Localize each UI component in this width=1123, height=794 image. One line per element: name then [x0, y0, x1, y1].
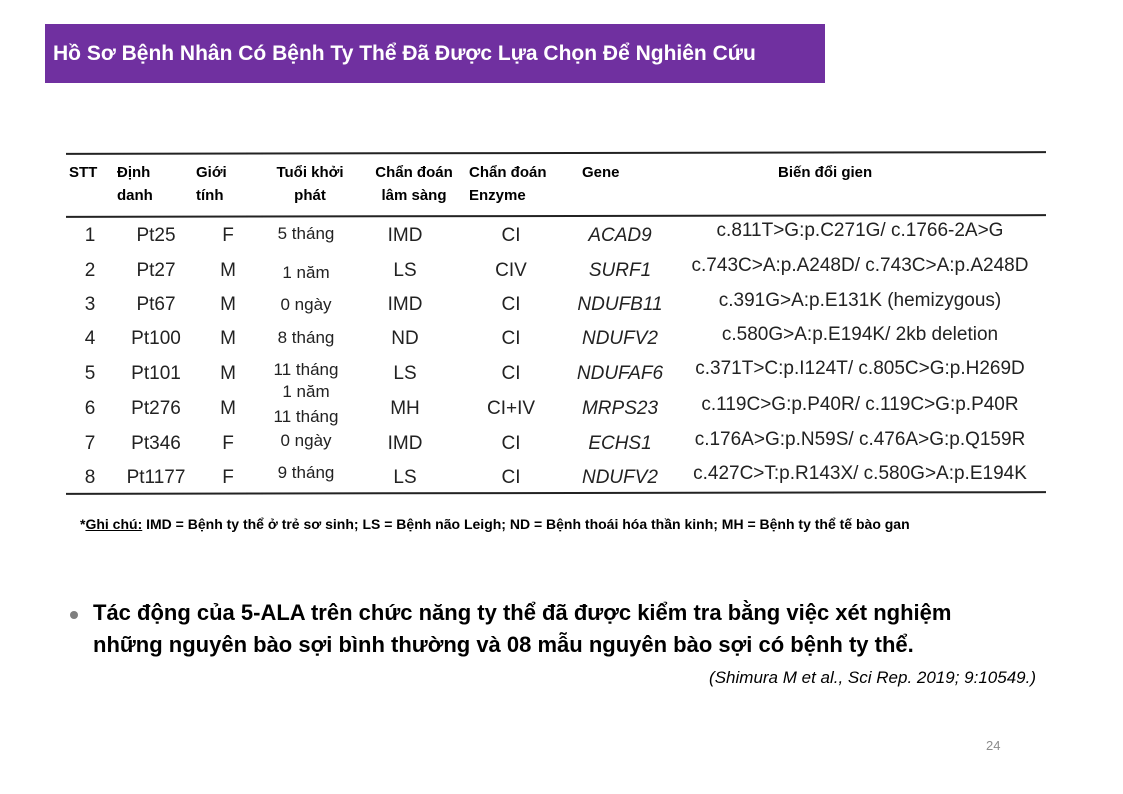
header-stt	[69, 161, 97, 184]
cell-id: Pt27	[136, 260, 176, 281]
cell-clinical: MH	[390, 398, 420, 419]
cell-clinical: ND	[391, 328, 419, 349]
cell-clinical: LS	[393, 467, 417, 488]
header-age-line2: phát	[294, 187, 326, 204]
cell-clinical: IMD	[387, 294, 423, 315]
cell-sex: M	[220, 328, 236, 349]
cell-clinical: IMD	[387, 433, 423, 454]
cell-id: Pt101	[131, 363, 181, 384]
cell-id: Pt346	[131, 433, 181, 454]
cell-id: Pt67	[136, 294, 176, 315]
title-bar	[45, 24, 825, 83]
header-bottom-rule	[66, 214, 1046, 218]
cell-stt: 7	[84, 433, 96, 454]
header-age	[271, 161, 349, 207]
cell-enzyme: CIV	[495, 260, 527, 281]
cell-sex: M	[220, 363, 236, 384]
cell-enzyme: CI	[501, 225, 521, 246]
cell-enzyme: CI	[501, 294, 521, 315]
header-variant-label: Biến đổi gien	[778, 164, 873, 181]
cell-sex: M	[220, 294, 236, 315]
cell-gene: NDUFAF6	[576, 363, 664, 384]
header-id-line1: Định	[117, 164, 151, 181]
cell-age: 0 ngày	[280, 295, 332, 314]
header-enzyme	[469, 161, 547, 207]
cell-clinical: LS	[393, 260, 417, 281]
cell-variant: c.176A>G:p.N59S/ c.476A>G:p.Q159R	[694, 429, 1026, 450]
cell-age: 1 năm	[282, 382, 330, 401]
cell-id: Pt25	[136, 225, 176, 246]
citation: (Shimura M et al., Sci Rep. 2019; 9:10549.)	[709, 668, 1036, 687]
cell-sex: F	[222, 225, 234, 246]
header-sex-line2: tính	[196, 187, 224, 204]
header-gene-label: Gene	[582, 164, 620, 181]
cell-gene: ECHS1	[588, 433, 652, 454]
cell-gene: NDUFB11	[577, 294, 663, 315]
cell-gene: MRPS23	[581, 398, 659, 419]
cell-sex: M	[220, 260, 236, 281]
table-top-rule	[66, 151, 1046, 155]
header-id	[117, 161, 153, 207]
bullet-point	[93, 597, 1053, 661]
footnote	[80, 516, 910, 532]
cell-stt: 8	[84, 467, 96, 488]
bullet-line2: những nguyên bào sợi bình thường và 08 mẫu nguyên bào sợi có bệnh ty thể.	[93, 632, 914, 657]
cell-variant: c.119C>G:p.P40R/ c.119C>G:p.P40R	[701, 394, 1019, 415]
cell-age: 8 tháng	[277, 328, 335, 347]
page-number: 24	[986, 738, 1001, 753]
footnote-prefix: *	[80, 516, 86, 532]
cell-stt: 1	[84, 225, 96, 246]
header-variant	[778, 161, 872, 184]
cell-age: 9 tháng	[277, 463, 335, 482]
cell-sex: M	[220, 398, 236, 419]
header-clinical-line2: lâm sàng	[381, 187, 447, 204]
cell-enzyme: CI	[501, 363, 521, 384]
cell-gene: NDUFV2	[581, 467, 659, 488]
cell-variant: c.427C>T:p.R143X/ c.580G>A:p.E194K	[693, 463, 1027, 484]
cell-id: Pt1177	[126, 467, 186, 488]
bullet-icon	[70, 611, 78, 619]
header-enzyme-line1: Chẩn đoán	[469, 164, 547, 181]
cell-stt: 6	[84, 398, 96, 419]
cell-variant: c.743C>A:p.A248D/ c.743C>A:p.A248D	[691, 255, 1029, 276]
cell-age: 1 năm	[282, 263, 330, 282]
cell-age: 0 ngày	[280, 431, 332, 450]
cell-variant: c.580G>A:p.E194K/ 2kb deletion	[721, 324, 999, 345]
header-sex	[196, 161, 227, 207]
slide-title: Hồ Sơ Bệnh Nhân Có Bệnh Ty Thể Đã Được Lựa Chọn Để Nghiên Cứu	[53, 41, 756, 65]
cell-variant: c.371T>C:p.I124T/ c.805C>G:p.H269D	[695, 358, 1025, 379]
header-clinical	[371, 161, 457, 207]
bullet-line1: Tác động của 5-ALA trên chức năng ty thể đã được kiểm tra bằng việc xét nghiệm	[93, 600, 952, 625]
cell-clinical: LS	[393, 363, 417, 384]
header-gene	[582, 161, 620, 184]
cell-variant: c.811T>G:p.C271G/ c.1766-2A>G	[716, 220, 1004, 241]
footnote-label: Ghi chú:	[85, 516, 143, 532]
cell-id: Pt276	[131, 398, 181, 419]
cell-sex: F	[222, 433, 234, 454]
header-enzyme-line2: Enzyme	[469, 187, 526, 204]
header-clinical-line1: Chẩn đoán	[375, 164, 453, 181]
table-bottom-rule	[66, 491, 1046, 495]
cell-enzyme: CI	[501, 467, 521, 488]
cell-stt: 5	[84, 363, 96, 384]
cell-variant: c.391G>A:p.E131K (hemizygous)	[718, 290, 1002, 311]
header-sex-line1: Giới	[196, 164, 227, 181]
cell-sex: F	[222, 467, 234, 488]
cell-enzyme: CI	[501, 328, 521, 349]
cell-clinical: IMD	[387, 225, 423, 246]
header-age-line1: Tuổi khởi	[276, 164, 344, 181]
cell-enzyme: CI	[501, 433, 521, 454]
cell-stt: 3	[84, 294, 96, 315]
cell-gene: ACAD9	[588, 225, 652, 246]
footnote-text: IMD = Bệnh ty thể ở trẻ sơ sinh; LS = Bệnh não Leigh; ND = Bệnh thoái hóa thần kinh; MH = Bệnh ty thể tế bào gan	[142, 516, 910, 532]
cell-stt: 4	[84, 328, 96, 349]
cell-id: Pt100	[131, 328, 181, 349]
header-stt-label: STT	[69, 164, 98, 181]
header-id-line2: danh	[117, 187, 153, 204]
cell-age: 5 tháng	[277, 224, 335, 243]
cell-gene: SURF1	[588, 260, 652, 281]
cell-age-line2: 11 tháng	[273, 407, 339, 426]
cell-age: 11 tháng	[273, 360, 339, 379]
cell-enzyme: CI+IV	[486, 398, 536, 419]
cell-stt: 2	[84, 260, 96, 281]
cell-gene: NDUFV2	[581, 328, 659, 349]
